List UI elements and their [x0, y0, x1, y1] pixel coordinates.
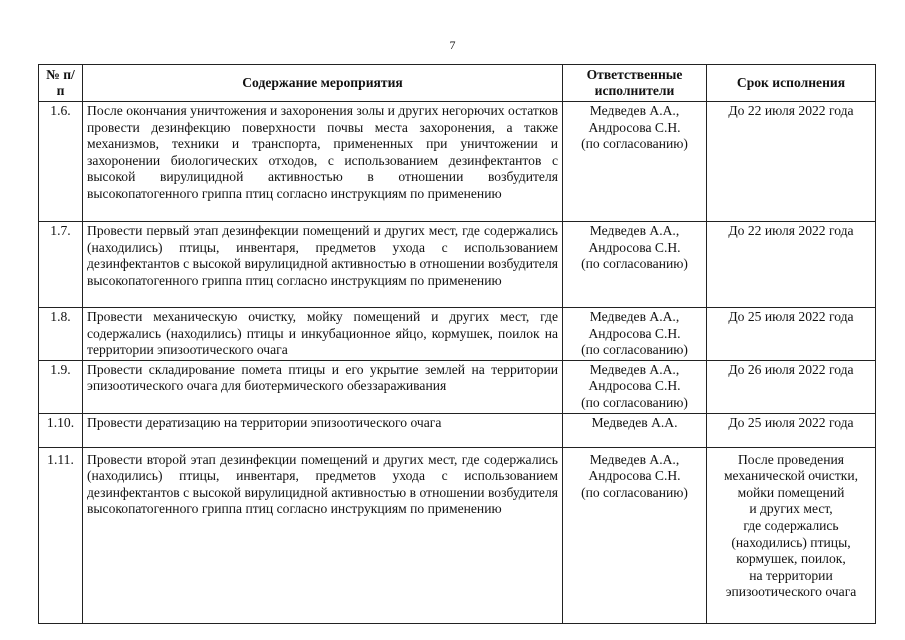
responsible-line: Медведев А.А. [591, 414, 678, 430]
due-line: После проведения [737, 451, 844, 467]
row-due [707, 413, 876, 447]
due-line: мойки помещений [737, 484, 845, 500]
row-content: Провести дератизацию на территории эпизоотического очага [83, 413, 563, 447]
row-number: 1.6. [39, 102, 83, 222]
row-responsible [563, 360, 707, 413]
responsible-line: (по согласованию) [581, 342, 688, 358]
due-line: До 25 июля 2022 года [728, 309, 854, 324]
responsible-line: Андросова С.Н. [588, 239, 681, 255]
responsible-line: (по согласованию) [581, 484, 688, 500]
responsible-line: Андросова С.Н. [588, 378, 681, 394]
due-line: механической очистки, [723, 468, 859, 484]
responsible-line: (по согласованию) [581, 394, 688, 410]
table-row [39, 102, 876, 222]
due-line: (находились) птицы, [731, 534, 851, 550]
row-number: 1.7. [39, 222, 83, 308]
row-number: 1.9. [39, 360, 83, 413]
row-content: Провести первый этап дезинфекции помещений и других мест, где содержались (находились) птицы, инвентаря, предметов ухода с использованием дезинфектантов с высокой вирулицидной активностью в отношении возбудителя высокопатогенного гриппа птиц согласно инструкциям по применению [83, 222, 563, 308]
row-number: 1.10. [39, 413, 83, 447]
table-row [39, 222, 876, 308]
due-line: До 22 июля 2022 года [728, 103, 854, 118]
responsible-line: Медведев А.А., [589, 309, 680, 324]
header-content: Содержание мероприятия [83, 65, 563, 102]
table-header-row [39, 65, 876, 102]
table-row [39, 447, 876, 623]
row-responsible [563, 222, 707, 308]
due-line: где содержались [743, 517, 839, 533]
header-num: № п/п [39, 65, 83, 102]
due-line: До 26 июля 2022 года [728, 361, 854, 377]
row-responsible [563, 308, 707, 361]
header-due: Срок исполнения [707, 65, 876, 102]
responsible-line: Медведев А.А., [589, 451, 680, 467]
responsible-line: Андросова С.Н. [588, 325, 681, 341]
row-content: После окончания уничтожения и захоронения золы и других негорючих остатков провести дезинфекцию поверхности почвы места захоронения, а также механизмов, техники и транспорта, примененных при уничтожении и захоронении биологических отходов, с использованием дезинфектантов с высокой вирулицидной активностью в отношении возбудителя высокопатогенного гриппа птиц согласно инструкциям по применению [83, 102, 563, 222]
responsible-line: Медведев А.А., [589, 103, 680, 118]
row-number: 1.8. [39, 308, 83, 361]
row-number: 1.11. [39, 447, 83, 623]
row-due [707, 102, 876, 222]
row-due [707, 308, 876, 361]
page-number: 7 [449, 38, 456, 52]
due-line: кормушек, поилок, [736, 551, 846, 567]
row-content: Провести механическую очистку, мойку помещений и других мест, где содержались (находились) птицы и инкубационное яйцо, кормушек, поилок на территории эпизоотического очага [83, 308, 563, 361]
responsible-line: Медведев А.А., [589, 361, 680, 377]
table-row [39, 413, 876, 447]
row-responsible [563, 413, 707, 447]
due-line: на территории [749, 567, 833, 583]
header-responsible: Ответственные исполнители [563, 65, 707, 102]
row-due [707, 360, 876, 413]
row-content: Провести второй этап дезинфекции помещений и других мест, где содержались (находились) птицы, инвентаря, предметов ухода с использованием дезинфектантов с высокой вирулицидной активностью в отношении возбудителя высокопатогенного гриппа птиц согласно инструкциям по применению [83, 447, 563, 623]
table-row [39, 308, 876, 361]
responsible-line: Андросова С.Н. [588, 119, 681, 135]
row-content: Провести складирование помета птицы и его укрытие землей на территории эпизоотического очага для биотермического обеззараживания [83, 360, 563, 413]
row-due [707, 447, 876, 623]
responsible-line: (по согласованию) [581, 256, 688, 272]
due-line: До 22 июля 2022 года [728, 223, 854, 238]
row-responsible [563, 447, 707, 623]
responsible-line: Медведев А.А., [589, 223, 680, 238]
table-row [39, 360, 876, 413]
due-line: До 25 июля 2022 года [728, 414, 854, 430]
due-line: эпизоотического очага [725, 584, 857, 600]
due-line: и других мест, [749, 501, 833, 517]
row-due [707, 222, 876, 308]
responsible-line: Андросова С.Н. [588, 468, 681, 484]
action-plan-table [38, 64, 876, 624]
row-responsible [563, 102, 707, 222]
responsible-line: (по согласованию) [581, 136, 688, 152]
